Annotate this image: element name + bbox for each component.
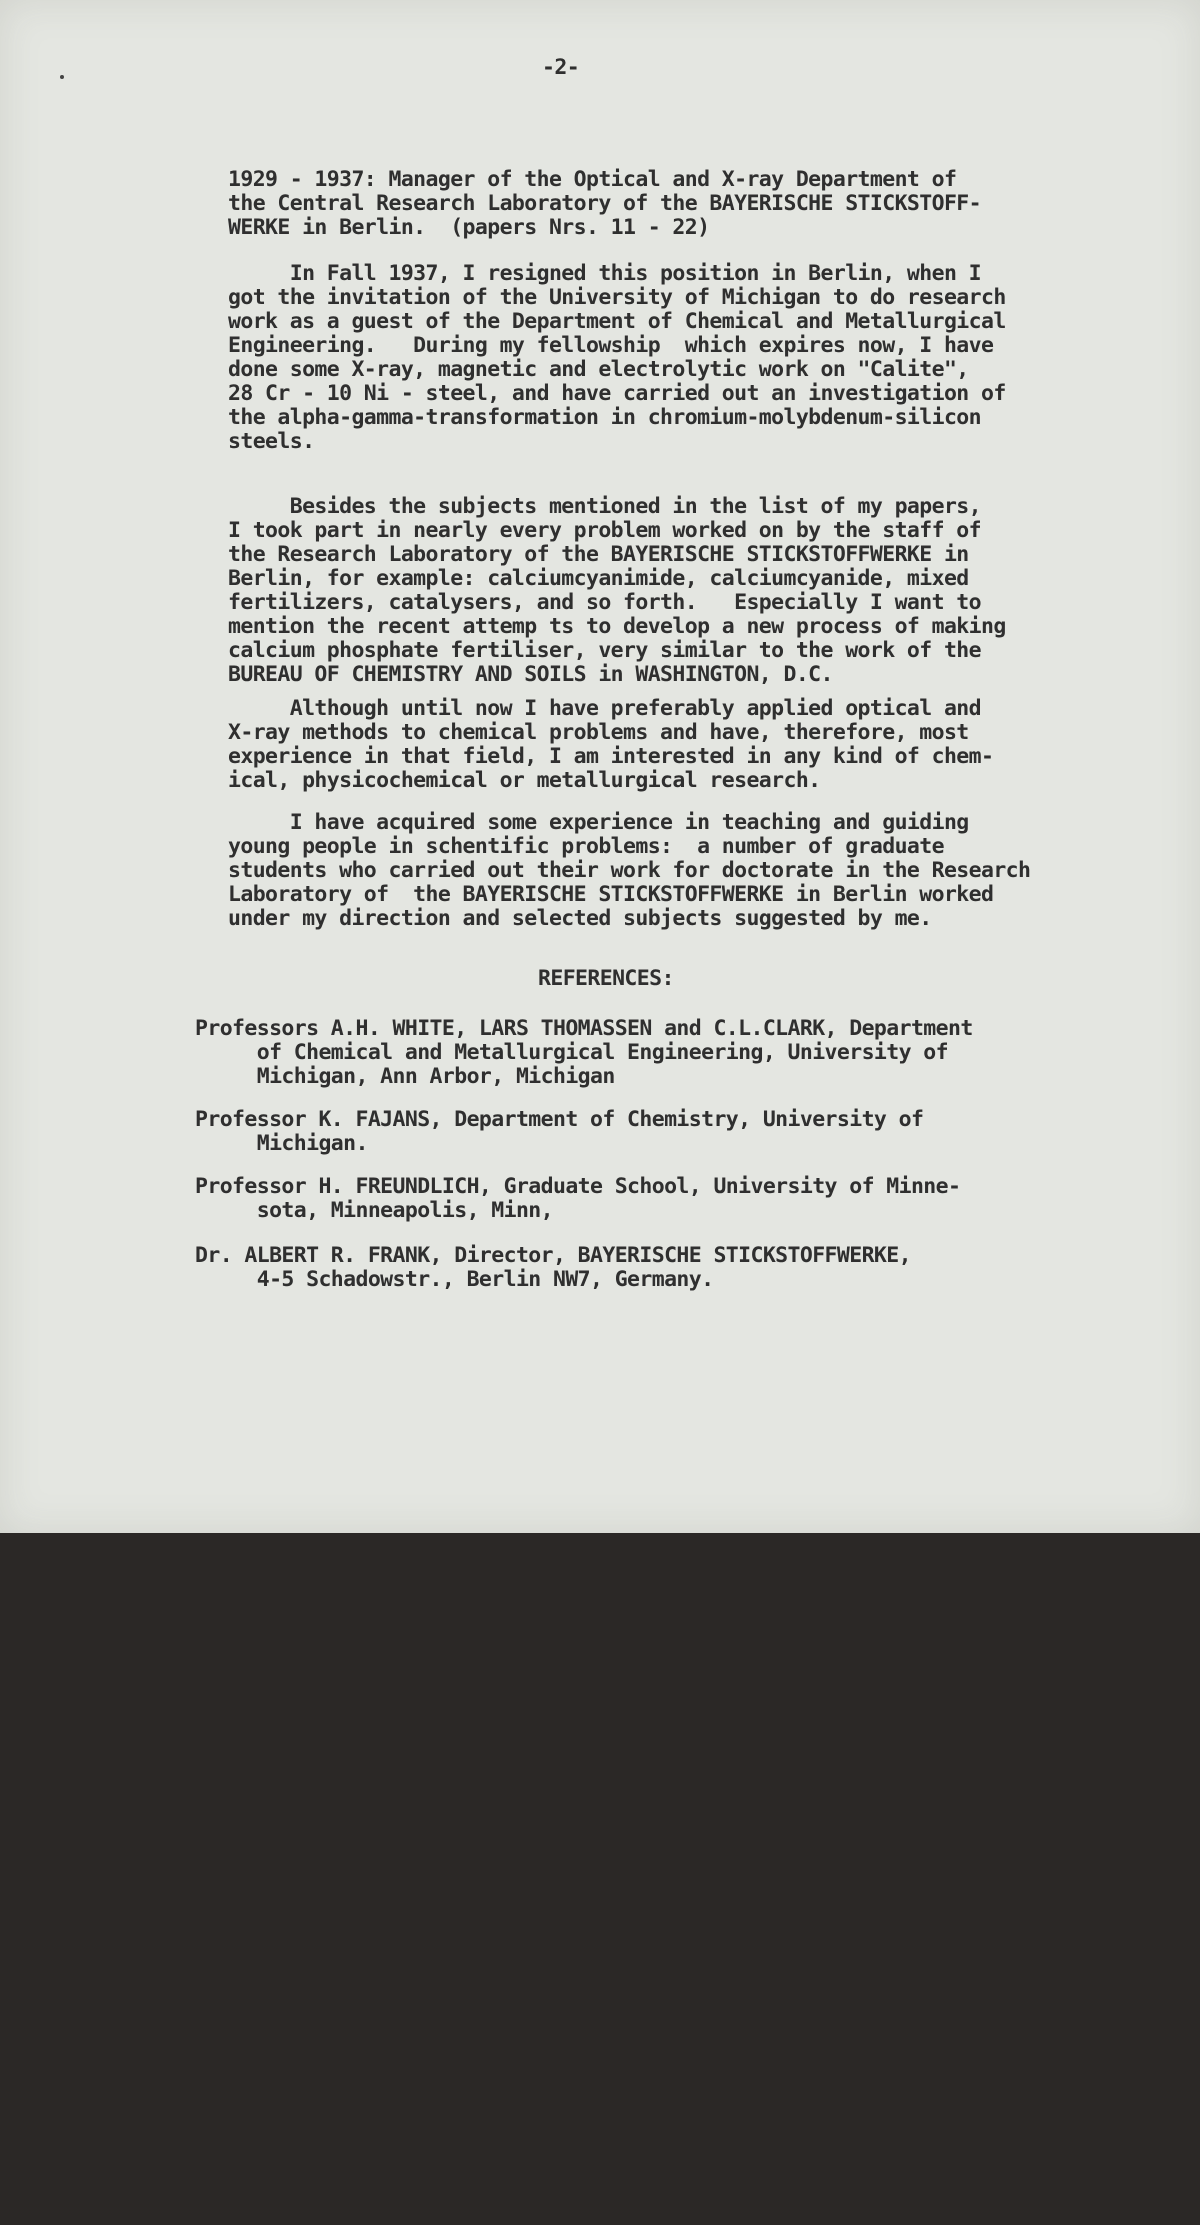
- text-line: I took part in nearly every problem worked on by the staff of: [228, 518, 981, 543]
- text-line: Dr. ALBERT R. FRANK, Director, BAYERISCHE STICKSTOFFWERKE,: [195, 1243, 911, 1268]
- text-line: work as a guest of the Department of Chemical and Metallurgical: [228, 309, 1006, 334]
- page-number: -2-: [542, 55, 580, 80]
- text-line: the Central Research Laboratory of the BAYERISCHE STICKSTOFF-: [228, 191, 981, 216]
- text-line: Although until now I have preferably applied optical and: [228, 696, 981, 721]
- text-line: Engineering. During my fellowship which expires now, I have: [228, 333, 994, 358]
- text-line: ical, physicochemical or metallurgical research.: [228, 768, 821, 793]
- text-line: WERKE in Berlin. (papers Nrs. 11 - 22): [228, 215, 710, 240]
- text-line: Laboratory of the BAYERISCHE STICKSTOFFWERKE in Berlin worked: [228, 882, 994, 907]
- text-line: Berlin, for example: calciumcyanimide, calciumcyanide, mixed: [228, 566, 969, 591]
- text-line: calcium phosphate fertiliser, very similar to the work of the: [228, 638, 981, 663]
- text-line: In Fall 1937, I resigned this position in Berlin, when I: [228, 261, 981, 286]
- text-line: mention the recent attemp ts to develop a new process of making: [228, 614, 1006, 639]
- text-line: 28 Cr - 10 Ni - steel, and have carried out an investigation of: [228, 381, 1006, 406]
- text-line: the alpha-gamma-transformation in chromium-molybdenum-silicon: [228, 405, 981, 430]
- references-heading: REFERENCES:: [538, 966, 674, 991]
- text-line: I have acquired some experience in teaching and guiding: [228, 810, 969, 835]
- text-line: 1929 - 1937: Manager of the Optical and X-ray Department of: [228, 167, 957, 192]
- text-line: Professors A.H. WHITE, LARS THOMASSEN and C.L.CLARK, Department: [195, 1016, 973, 1041]
- paragraph-1929-1937: [0, 125, 1200, 250]
- text-line: sota, Minneapolis, Minn,: [195, 1198, 553, 1223]
- text-line: of Chemical and Metallurgical Engineering, University of: [195, 1040, 948, 1065]
- text-line: experience in that field, I am interested in any kind of chem-: [228, 744, 994, 769]
- text-line: got the invitation of the University of Michigan to do research: [228, 285, 1006, 310]
- reference-frank: [0, 1243, 1200, 2150]
- text-line: Professor K. FAJANS, Department of Chemistry, University of: [195, 1107, 924, 1132]
- text-line: steels.: [228, 429, 315, 454]
- text-line: X-ray methods to chemical problems and have, therefore, most: [228, 720, 969, 745]
- text-line: Michigan.: [195, 1131, 368, 1156]
- text-line: Besides the subjects mentioned in the list of my papers,: [228, 494, 981, 519]
- text-line: Professor H. FREUNDLICH, Graduate School, University of Minne-: [195, 1174, 961, 1199]
- text-line: Michigan, Ann Arbor, Michigan: [195, 1064, 615, 1089]
- text-line: fertilizers, catalysers, and so forth. Especially I want to: [228, 590, 981, 615]
- text-line: students who carried out their work for doctorate in the Research: [228, 858, 1031, 883]
- text-line: the Research Laboratory of the BAYERISCHE STICKSTOFFWERKE in: [228, 542, 969, 567]
- text-line: done some X-ray, magnetic and electrolytic work on "Calite",: [228, 357, 969, 382]
- text-line: young people in schentific problems: a number of graduate: [228, 834, 944, 859]
- text-line: 4-5 Schadowstr., Berlin NW7, Germany.: [195, 1267, 714, 1292]
- text-line: BUREAU OF CHEMISTRY AND SOILS in WASHINGTON, D.C.: [228, 662, 833, 687]
- text-line: under my direction and selected subjects suggested by me.: [228, 906, 932, 931]
